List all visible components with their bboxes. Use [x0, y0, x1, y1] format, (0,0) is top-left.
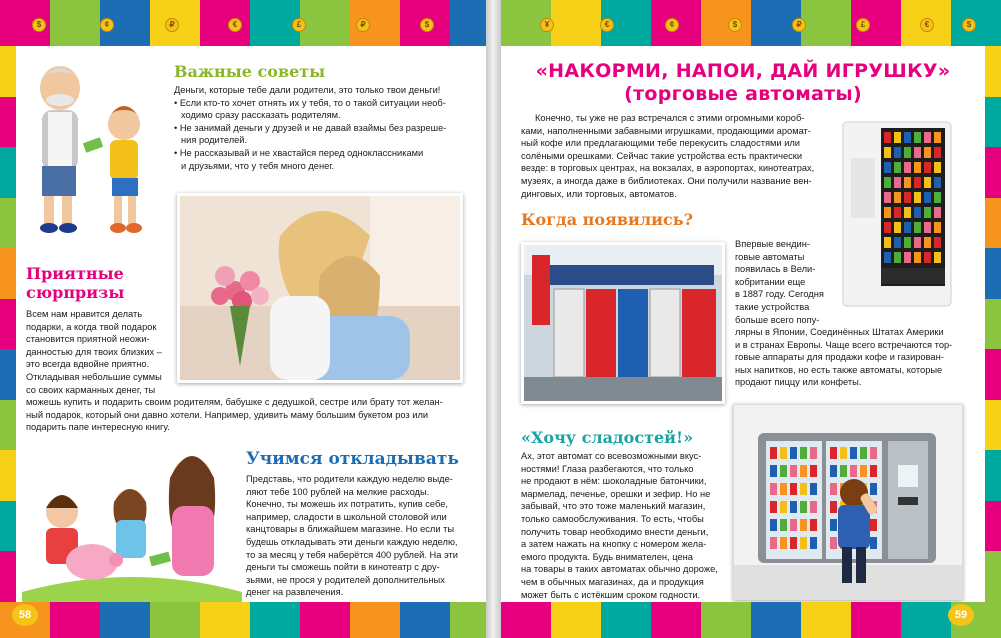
vending-product — [894, 222, 901, 233]
right-color-border — [985, 46, 1001, 602]
coin-icon: £ — [856, 18, 870, 32]
coin-icon: € — [600, 18, 614, 32]
snack-product — [790, 483, 797, 495]
vending-product — [914, 222, 921, 233]
when-line: больше всего попу- — [735, 314, 820, 325]
snack-product — [780, 519, 787, 531]
border-color-square — [500, 602, 550, 638]
sweets-line: а затем нажать на кнопку с номером жела- — [521, 539, 707, 550]
surprises-text-wide — [26, 396, 481, 434]
saving-text — [246, 473, 484, 599]
tips-heading: Важные советы — [174, 62, 326, 81]
snack-product — [800, 501, 807, 513]
sweets-text — [521, 450, 729, 601]
vending-product — [934, 252, 941, 263]
sweets-line: емого продукта. Будь внимателен, цена — [521, 551, 693, 562]
surprises-text-narrow — [26, 308, 181, 396]
vending-product — [934, 132, 941, 143]
vending-product — [934, 222, 941, 233]
vending-product — [914, 147, 921, 158]
border-color-square — [50, 0, 100, 46]
border-color-square — [0, 501, 16, 552]
snack-product — [840, 465, 847, 477]
snack-product — [790, 501, 797, 513]
saving-line: деньги ты сможешь пойти в кинотеатр с дру- — [246, 562, 440, 573]
tips-line: и друзьями, что у тебя много денег. — [181, 160, 335, 171]
vending-product — [894, 252, 901, 263]
intro-line: Конечно, ты уже не раз встречался с этими огромными короб- — [535, 113, 805, 123]
sweets-line: чем в обычных магазинах, да и продукция — [521, 576, 704, 587]
intro-line: ный кофе или предлагающими тебе перекусить сладостями или — [521, 138, 801, 149]
snack-product — [830, 483, 837, 495]
border-color-square — [701, 602, 751, 638]
tips-text — [174, 84, 479, 172]
left-color-border — [0, 46, 16, 602]
border-color-square — [985, 551, 1001, 602]
border-color-square — [985, 46, 1001, 97]
snack-product — [790, 519, 797, 531]
sweets-line: может быть с истёкшим сроком годности. — [521, 589, 701, 600]
vending-product — [924, 177, 931, 188]
coin-icon: £ — [292, 18, 306, 32]
saving-line: Конечно, ты можешь их потратить, купив себе, — [246, 499, 448, 510]
vending-product — [884, 147, 891, 158]
saving-line: то за месяц у тебя наберётся 400 рублей. На эти — [246, 549, 458, 560]
border-color-square — [751, 602, 801, 638]
snack-product — [770, 519, 777, 531]
when-line: ных напитков, но есть также автоматы, которые — [735, 364, 943, 375]
vending-product — [924, 192, 931, 203]
border-color-square — [0, 400, 16, 451]
border-color-square — [701, 0, 751, 46]
surprises-line: ный подарок, который они давно хотели. Например, удивить маму большим букетом роз или — [26, 409, 429, 420]
coin-icon: ¥ — [540, 18, 554, 32]
border-color-square — [300, 602, 350, 638]
vending-product — [914, 132, 921, 143]
border-color-square — [0, 551, 16, 602]
snack-product — [780, 537, 787, 549]
left-page — [16, 46, 486, 602]
snack-product — [800, 447, 807, 459]
vending-product — [904, 162, 911, 173]
snack-product — [850, 447, 857, 459]
border-color-square — [901, 602, 951, 638]
when-heading: Когда появились? — [521, 210, 693, 229]
snack-product — [790, 465, 797, 477]
vending-product — [934, 162, 941, 173]
sweets-line: забывай, что это тоже маленький магазин, — [521, 501, 706, 512]
border-color-square — [985, 198, 1001, 249]
snack-product — [800, 519, 807, 531]
grandpa-and-boy-illustration — [20, 58, 160, 238]
border-color-square — [651, 602, 701, 638]
vending-product — [924, 162, 931, 173]
snack-product — [780, 465, 787, 477]
snack-product — [860, 447, 867, 459]
saving-line: зьями, не прося у родителей дополнительных — [246, 574, 445, 585]
border-color-square — [985, 97, 1001, 148]
vending-product — [924, 132, 931, 143]
snack-product — [790, 447, 797, 459]
snack-product — [810, 519, 817, 531]
snack-product — [800, 537, 807, 549]
snack-product — [810, 447, 817, 459]
vending-product — [904, 132, 911, 143]
tips-line: • Если кто-то хочет отнять их у тебя, то о такой ситуации необ- — [174, 97, 446, 108]
when-text-narrow — [735, 238, 843, 326]
intro-line: везде: в торговых центрах, на вокзалах, в аэропортах, кинотеатрах, — [521, 163, 815, 174]
vending-product — [924, 222, 931, 233]
border-color-square — [200, 0, 250, 46]
border-color-square — [200, 602, 250, 638]
snack-product — [830, 465, 837, 477]
saving-line: денег на развлечения. — [246, 587, 344, 598]
vending-product — [894, 192, 901, 203]
snack-product — [800, 483, 807, 495]
surprises-heading-line1: Приятные — [26, 264, 124, 283]
intro-line: ками, наполненными забавными игрушками, продающими аромат- — [521, 125, 811, 136]
vending-product — [904, 222, 911, 233]
border-color-square — [0, 97, 16, 148]
border-color-square — [985, 248, 1001, 299]
border-color-square — [300, 0, 350, 46]
vending-product — [894, 162, 901, 173]
vending-product — [884, 222, 891, 233]
vending-product — [914, 177, 921, 188]
snack-product — [780, 501, 787, 513]
border-color-square — [985, 349, 1001, 400]
snack-product — [790, 537, 797, 549]
when-line: появилась в Вели- — [735, 264, 816, 275]
snack-product — [830, 519, 837, 531]
border-color-square — [551, 602, 601, 638]
coin-icon: $ — [962, 18, 976, 32]
vending-product — [914, 252, 921, 263]
vending-product — [884, 132, 891, 143]
border-color-square — [0, 198, 16, 249]
saving-heading: Учимся откладывать — [246, 449, 459, 469]
tips-intro: Деньги, которые тебе дали родители, это только твои деньги! — [174, 85, 441, 95]
vending-product — [894, 147, 901, 158]
surprises-line: можешь купить и подарить своим родителям, бабушке с дедушкой, сестре или брату тот желан- — [26, 397, 443, 407]
coin-icon: ₽ — [356, 18, 370, 32]
snack-product — [870, 465, 877, 477]
snack-product — [770, 537, 777, 549]
border-color-square — [250, 602, 300, 638]
when-line: в 1887 году. Сегодня — [735, 289, 824, 300]
coin-icon: € — [920, 18, 934, 32]
coin-icon: ₽ — [165, 18, 179, 32]
when-line: кобритании еще — [735, 276, 806, 287]
snack-product — [830, 537, 837, 549]
when-line: такие устройства — [735, 301, 810, 312]
border-color-square — [0, 248, 16, 299]
sweets-line: получить товар необходимо внести деньги, — [521, 526, 709, 537]
tips-line: ния родителей. — [181, 135, 248, 146]
border-color-square — [0, 450, 16, 501]
when-line: говые автоматы — [735, 251, 805, 262]
coin-icon: $ — [728, 18, 742, 32]
border-color-square — [50, 602, 100, 638]
right-page — [501, 46, 985, 602]
tips-line: ходимо сразу рассказать родителям. — [181, 110, 341, 121]
border-color-square — [400, 602, 450, 638]
snack-product — [830, 447, 837, 459]
vending-product — [904, 207, 911, 218]
saving-line: канцтовары в ближайшем магазине. Но если ты — [246, 524, 455, 535]
sweets-line: не продают в нём: шоколадные батончики, — [521, 476, 707, 487]
snack-product — [780, 483, 787, 495]
intro-text — [521, 112, 837, 200]
vending-product — [924, 147, 931, 158]
border-color-square — [100, 602, 150, 638]
vending-product — [894, 132, 901, 143]
when-line: и в странах Европы. Чаще всего встречаются тор- — [735, 339, 953, 350]
page-title — [501, 60, 985, 106]
sweets-heading: «Хочу сладостей!» — [521, 428, 694, 447]
surprises-line: подарить папе интересную книгу. — [26, 422, 170, 433]
when-line: Впервые вендин- — [735, 239, 810, 249]
snack-product — [850, 465, 857, 477]
surprises-heading-line2: сюрпризы — [26, 283, 125, 302]
border-color-square — [801, 0, 851, 46]
vending-product — [914, 207, 921, 218]
snack-product — [800, 465, 807, 477]
border-color-square — [350, 602, 400, 638]
page-title-line1: «НАКОРМИ, НАПОИ, ДАЙ ИГРУШКУ» — [535, 60, 951, 82]
vending-product — [934, 237, 941, 248]
street-vending-machines-photo — [521, 242, 725, 404]
coin-icon: € — [228, 18, 242, 32]
vending-product — [884, 162, 891, 173]
vending-product — [884, 237, 891, 248]
snack-product — [870, 483, 877, 495]
saving-line: будешь откладывать эти деньги каждую неделю, — [246, 536, 458, 547]
coin-icon: $ — [32, 18, 46, 32]
surprises-line: подарки, а когда твой подарок — [26, 321, 157, 332]
border-color-square — [601, 602, 651, 638]
tips-line: • Не занимай деньги у друзей и не давай взаймы без разреше- — [174, 122, 447, 133]
surprises-line: это всегда вдвойне приятно. — [26, 359, 150, 370]
vending-product — [904, 147, 911, 158]
page-title-line2: (торговые автоматы) — [624, 83, 862, 105]
coin-icon: $ — [420, 18, 434, 32]
sweets-line: Ах, этот автомат со всевозможными вкус- — [521, 451, 702, 461]
intro-line: солёными орешками. Сейчас такие устройства есть практически — [521, 150, 803, 161]
coin-icon: ₽ — [792, 18, 806, 32]
border-color-square — [985, 400, 1001, 451]
snack-product — [770, 447, 777, 459]
snack-product — [840, 447, 847, 459]
snack-product — [770, 501, 777, 513]
snack-product — [810, 483, 817, 495]
vending-product — [904, 192, 911, 203]
vending-product — [904, 177, 911, 188]
vending-product — [904, 237, 911, 248]
surprises-line: со своих карманных денег, ты — [26, 384, 156, 395]
vending-product — [914, 192, 921, 203]
vending-product — [894, 177, 901, 188]
surprises-heading — [26, 264, 124, 302]
border-color-square — [0, 349, 16, 400]
saving-line: Представь, что родители каждую неделю выде- — [246, 474, 453, 484]
page-number-right: 59 — [948, 604, 974, 626]
vending-product — [894, 237, 901, 248]
tips-line: • Не рассказывай и не хвастайся перед одноклассниками — [174, 147, 424, 158]
snack-vending-illustration — [733, 404, 963, 600]
vending-product — [904, 252, 911, 263]
snack-product — [780, 447, 787, 459]
vending-product — [924, 237, 931, 248]
border-color-square — [985, 501, 1001, 552]
border-color-square — [551, 0, 601, 46]
coin-icon: ¢ — [665, 18, 679, 32]
snack-product — [810, 465, 817, 477]
snack-product — [870, 519, 877, 531]
sweets-line: только самообслуживания. То есть, чтобы — [521, 513, 704, 524]
vending-product — [914, 237, 921, 248]
vending-product — [894, 207, 901, 218]
mother-and-daughter-photo — [177, 193, 463, 383]
snack-product — [870, 447, 877, 459]
border-color-square — [851, 602, 901, 638]
when-line: лярны в Японии, Соединённых Штатах Америки — [735, 327, 944, 337]
border-color-square — [985, 450, 1001, 501]
vending-product — [914, 162, 921, 173]
border-color-square — [0, 299, 16, 350]
book-spine — [486, 0, 501, 638]
surprises-line: Откладывая небольшие суммы — [26, 371, 162, 382]
vending-product — [924, 207, 931, 218]
vending-product — [934, 192, 941, 203]
vending-product — [884, 192, 891, 203]
border-color-square — [985, 299, 1001, 350]
sweets-line: на товары в таких автоматах обычно дороже, — [521, 564, 718, 575]
border-color-square — [0, 147, 16, 198]
border-color-square — [0, 46, 16, 97]
vending-product — [934, 147, 941, 158]
saving-line: например, сладости в школьной столовой или — [246, 511, 447, 522]
coin-icon: ¢ — [100, 18, 114, 32]
snack-product — [770, 465, 777, 477]
snack-product — [870, 537, 877, 549]
when-line: говые аппараты для продажи кофе и газирован- — [735, 352, 944, 363]
vending-product — [934, 207, 941, 218]
surprises-line: становится приятной неожи- — [26, 334, 150, 345]
intro-line: музеях, а иногда даже в библиотеках. Они получили название вен- — [521, 175, 812, 186]
snack-product — [770, 483, 777, 495]
border-color-square — [801, 602, 851, 638]
vending-product — [924, 252, 931, 263]
sweets-line: мармелад, печенье, орешки и зефир. Но не — [521, 488, 711, 499]
when-line: продают пиццу или конфеты. — [735, 377, 862, 388]
family-piggy-bank-illustration — [22, 442, 244, 602]
snack-product — [810, 537, 817, 549]
vending-product — [884, 252, 891, 263]
vending-machine-image — [837, 118, 957, 310]
when-text-wide — [735, 326, 975, 389]
vending-product — [884, 177, 891, 188]
snack-product — [860, 465, 867, 477]
surprises-line: Всем нам нравится делать — [26, 309, 143, 319]
vending-product — [934, 177, 941, 188]
snack-product — [830, 501, 837, 513]
saving-line: ляют тебе 100 рублей на мелкие расходы. — [246, 486, 430, 497]
sweets-line: ностями! Глаза разбегаются, что только — [521, 463, 694, 474]
snack-product — [810, 501, 817, 513]
vending-product — [884, 207, 891, 218]
page-number-left: 58 — [12, 604, 38, 626]
intro-line: динговых, или торговых, автоматов. — [521, 188, 677, 199]
border-color-square — [150, 602, 200, 638]
surprises-line: данностью для твоих близких – — [26, 346, 162, 357]
border-color-square — [985, 147, 1001, 198]
